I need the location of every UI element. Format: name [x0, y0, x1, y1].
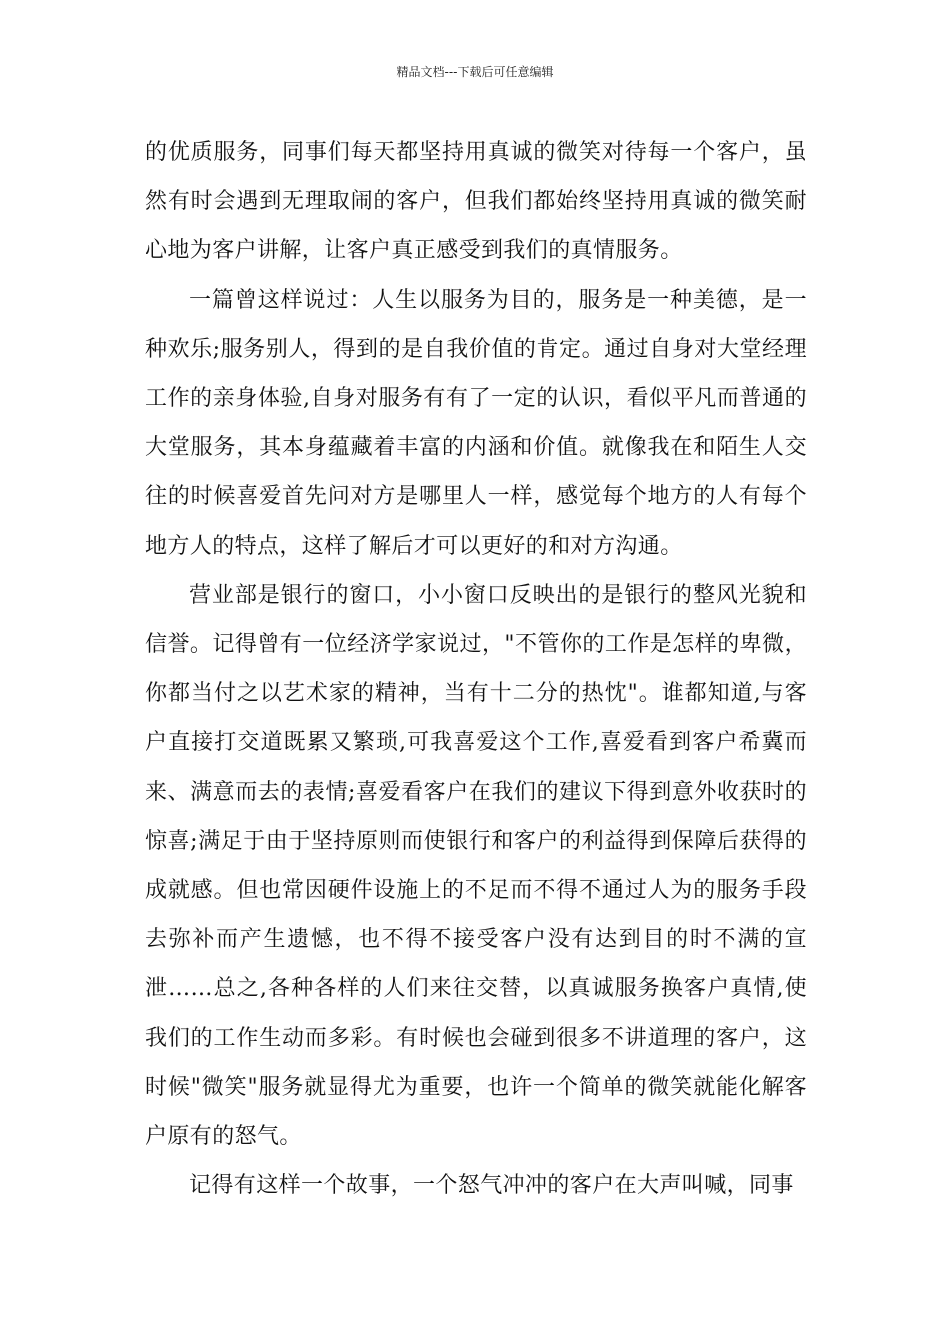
paragraph-4: 记得有这样一个故事，一个怒气冲冲的客户在大声叫喊，同事 [189, 1173, 794, 1199]
paragraph-2: 一篇曾这样说过：人生以服务为目的，服务是一种美德，是一种欢乐;服务别人，得到的是自我价值的肯定。通过自身对大堂经理工作的亲身体验,自身对服务有有了一定的认识，看似平凡而普通的大堂服务，其本身蕴藏着丰富的内涵和价值。就像我在和陌生人交往的时候喜爱首先问对方是哪里人一样，感觉每个地方的人有每个地方人的特点，这样了解后才可以更好的和对方沟通。 [145, 287, 807, 559]
paragraph-3: 营业部是银行的窗口，小小窗口反映出的是银行的整风光貌和信誉。记得曾有一位经济学家说过，"不管你的工作是怎样的卑微，你都当付之以艺术家的精神，当有十二分的热忱"。谁都知道,与客户直接打交道既累又繁琐,可我喜爱这个工作,喜爱看到客户希冀而来、满意而去的表情;喜爱看客户在我们的建议下得到意外收获时的惊喜;满足于由于坚持原则而使银行和客户的利益得到保障后获得的成就感。但也常因硬件设施上的不足而不得不通过人为的服务手段去弥补而产生遗憾，也不得不接受客户没有达到目的时不满的宣泄……总之,各种各样的人们来往交替，以真诚服务换客户真情,使我们的工作生动而多彩。有时候也会碰到很多不讲道理的客户，这时候"微笑"服务就显得尤为重要，也许一个简单的微笑就能化解客户原有的怒气。 [145, 582, 807, 1150]
document-body [145, 128, 807, 1210]
paragraph-1: 的优质服务，同事们每天都坚持用真诚的微笑对待每一个客户，虽然有时会遇到无理取闹的客户，但我们都始终坚持用真诚的微笑耐心地为客户讲解，让客户真正感受到我们的真情服务。 [145, 140, 807, 264]
page-header: 精品文档---下载后可任意编辑 [396, 65, 554, 79]
